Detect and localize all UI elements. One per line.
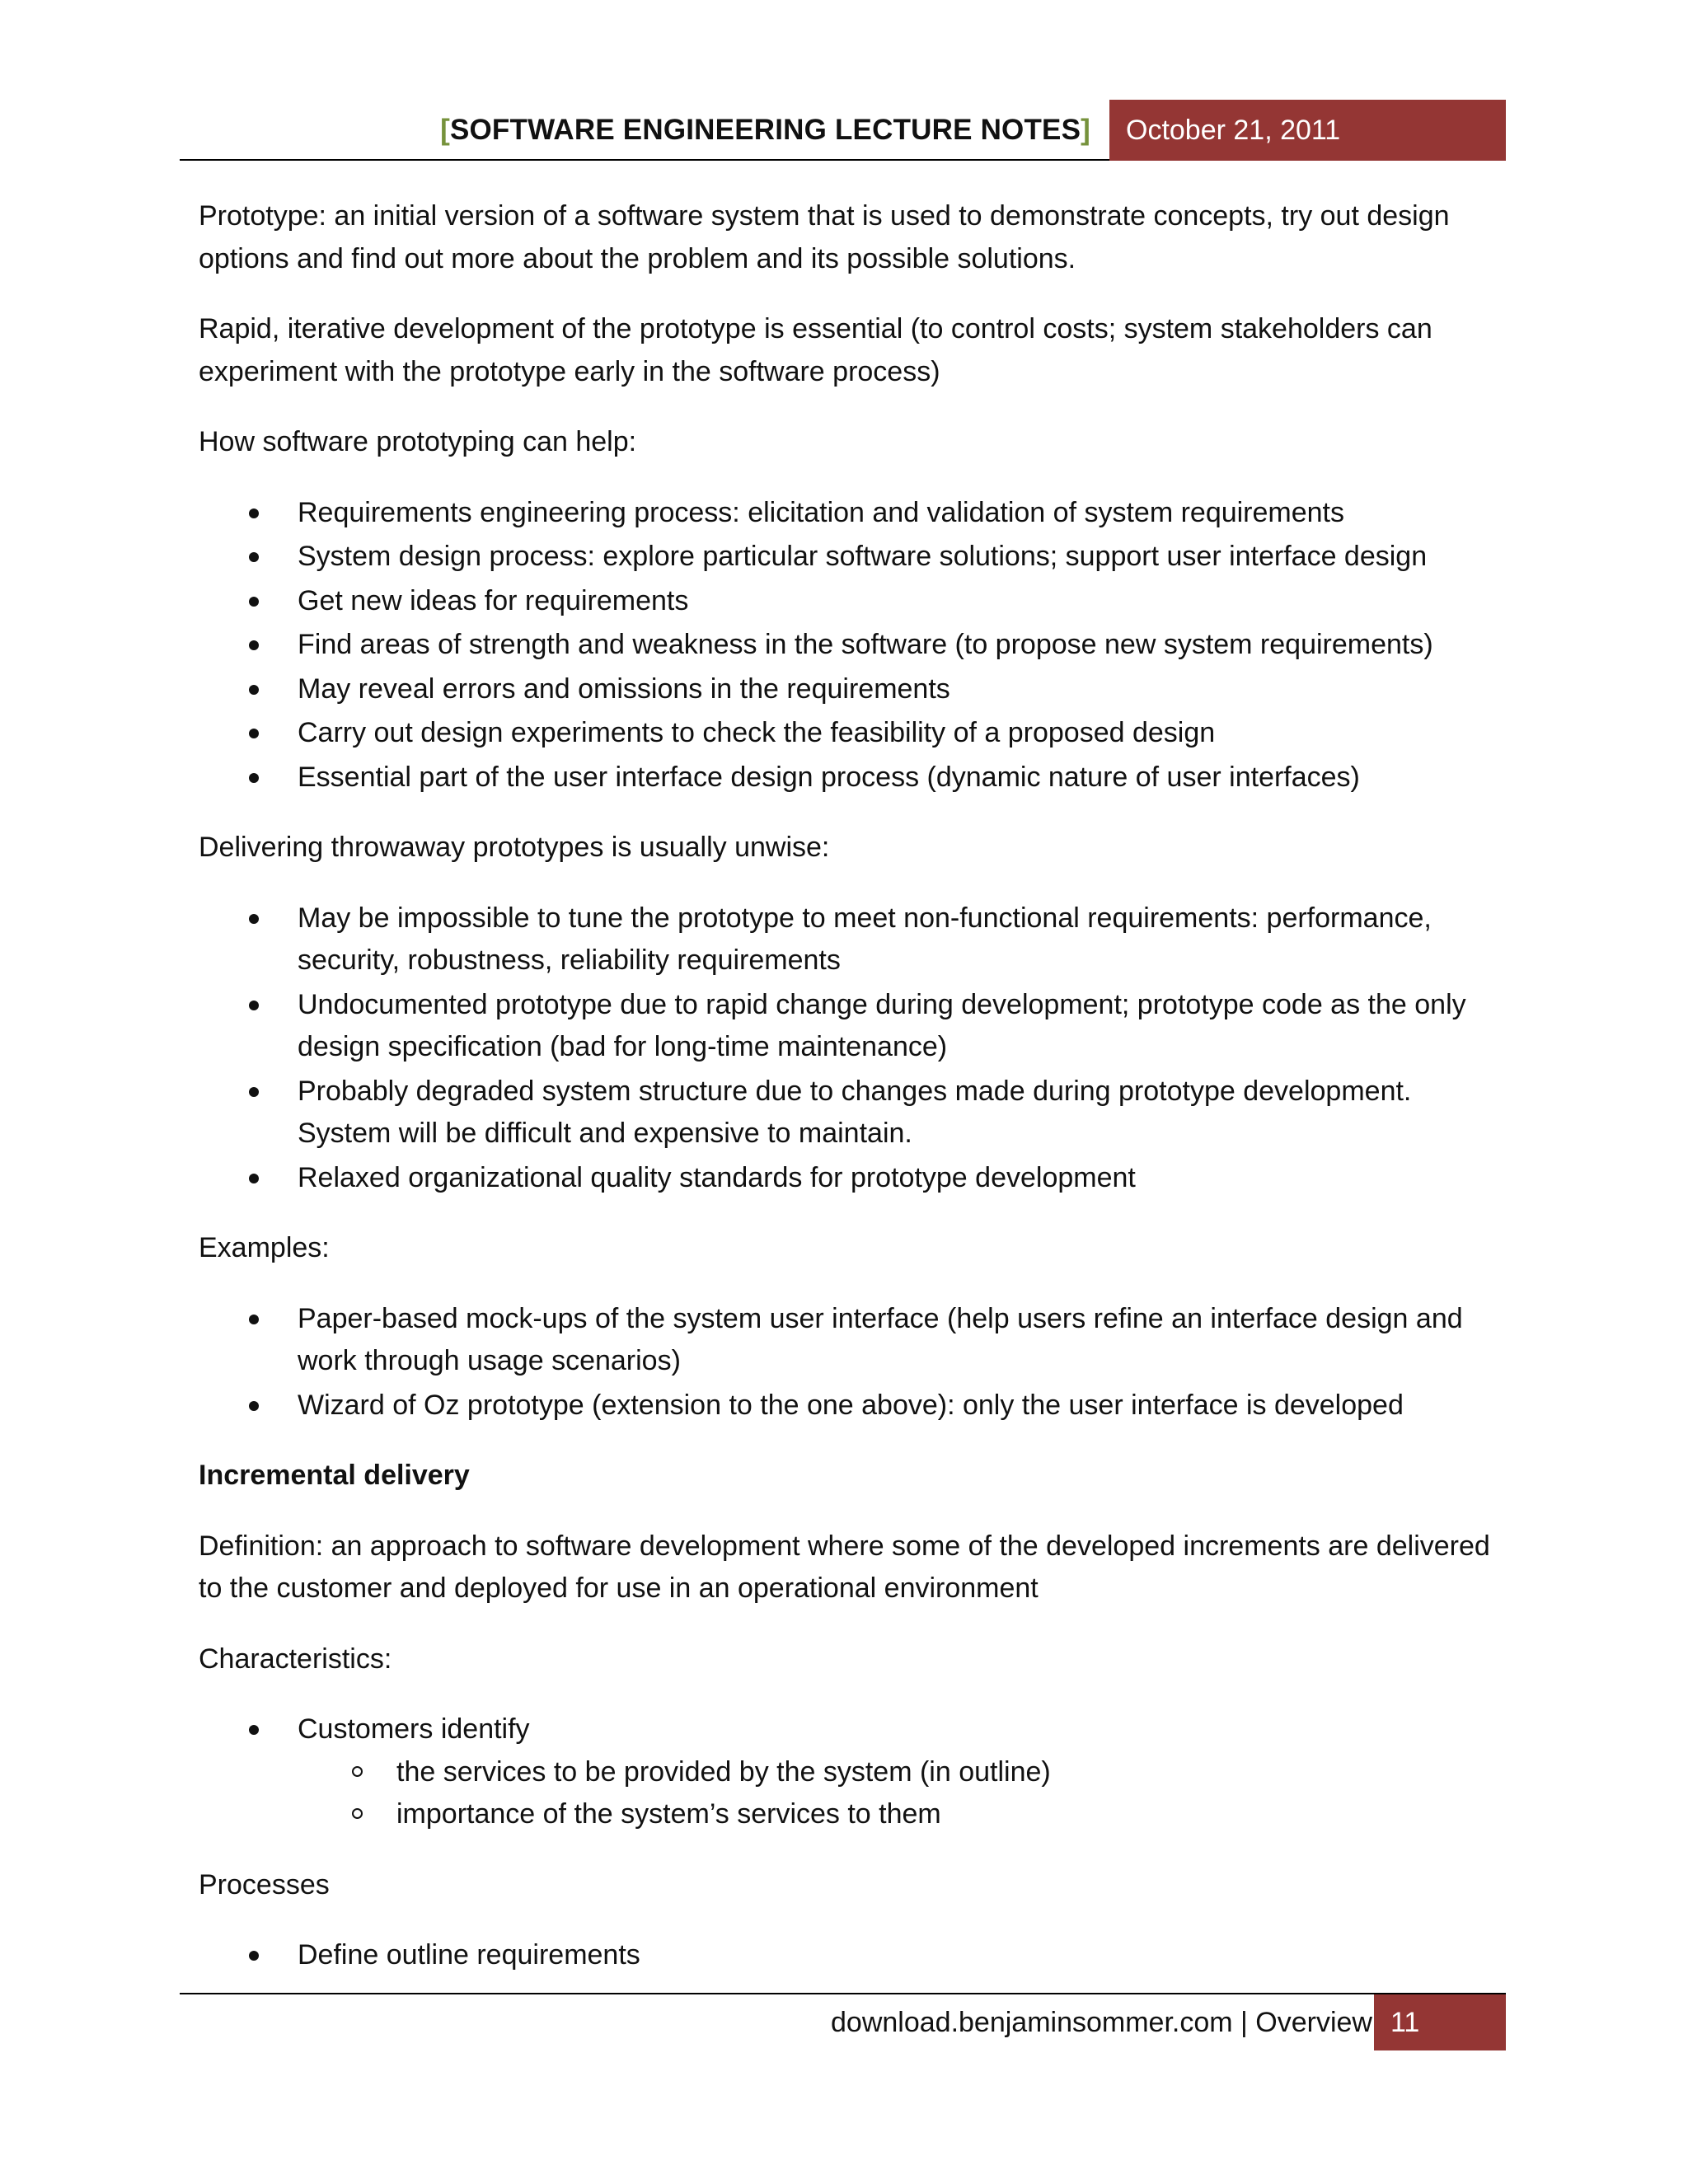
list-item-text: Carry out design experiments to check the feasibility of a proposed design <box>298 717 1216 748</box>
sub-list-item-text: importance of the system’s services to them <box>396 1798 941 1830</box>
list-item-text: Define outline requirements <box>298 1939 640 1971</box>
page-number: 11 <box>1374 1994 1506 2050</box>
list-prototyping-help <box>199 492 1501 799</box>
bullet-icon <box>249 1087 259 1097</box>
bullet-icon <box>249 640 259 650</box>
sub-list <box>298 1751 1501 1836</box>
list-item-text: Essential part of the user interface design process (dynamic nature of user interfaces) <box>298 761 1360 793</box>
footer-text: download.benjaminsommer.com | Overview <box>831 2007 1372 2038</box>
page-body <box>199 195 1501 2005</box>
list-item <box>199 898 1501 982</box>
list-characteristics <box>199 1708 1501 1836</box>
bullet-icon <box>249 1401 259 1411</box>
list-item <box>199 624 1501 667</box>
list-item <box>199 984 1501 1069</box>
list-item <box>199 1071 1501 1155</box>
list-item <box>199 1298 1501 1383</box>
list-item <box>199 757 1501 799</box>
sub-list-item-text: the services to be provided by the system (in outline) <box>396 1755 1051 1788</box>
list-item-text: May reveal errors and omissions in the requirements <box>298 673 950 705</box>
bullet-icon <box>249 552 259 562</box>
header-date: October 21, 2011 <box>1109 100 1506 161</box>
list-item <box>199 1708 1501 1836</box>
list-item <box>199 536 1501 579</box>
list-item-text: Get new ideas for requirements <box>298 584 689 616</box>
sub-list-item <box>298 1751 1501 1794</box>
list-item <box>199 668 1501 711</box>
list-item-text: Undocumented prototype due to rapid change during development; prototype code as the only design specification (bad for long-time maintenance) <box>298 988 1466 1062</box>
paragraph-rapid-development: Rapid, iterative development of the prototype is essential (to control costs; system stakeholders can experiment with the prototype early in the software process) <box>199 313 1432 387</box>
paragraph-examples: Examples: <box>199 1232 330 1263</box>
list-throwaway-reasons <box>199 898 1501 1200</box>
list-item <box>199 712 1501 755</box>
bullet-icon <box>249 773 259 783</box>
list-item-text: System design process: explore particular software solutions; support user interface design <box>298 541 1428 572</box>
paragraph-throwaway-unwise: Delivering throwaway prototypes is usually unwise: <box>199 832 830 863</box>
bullet-icon <box>249 685 259 695</box>
bullet-icon <box>249 509 259 518</box>
list-item-text: Customers identify <box>298 1713 530 1745</box>
sub-list-item <box>298 1793 1501 1836</box>
bullet-icon <box>249 597 259 607</box>
list-item-text: Relaxed organizational quality standards for prototype development <box>298 1161 1136 1193</box>
bullet-icon <box>249 729 259 738</box>
header-bracket-close: ] <box>1081 114 1090 146</box>
list-item <box>199 580 1501 623</box>
list-item <box>199 1157 1501 1200</box>
paragraph-incremental-definition: Definition: an approach to software development where some of the developed increments are delivered to the customer and deployed for use in an operational environment <box>199 1530 1490 1604</box>
bullet-icon <box>249 914 259 924</box>
paragraph-prototype-definition: Prototype: an initial version of a software system that is used to demonstrate concepts, try out design options and find out more about the problem and its possible solutions. <box>199 200 1450 274</box>
list-item-text: Wizard of Oz prototype (extension to the one above): only the user interface is developed <box>298 1389 1404 1421</box>
list-item <box>199 1934 1501 1977</box>
section-heading-incremental-delivery: Incremental delivery <box>199 1460 470 1491</box>
bullet-icon <box>249 1951 259 1961</box>
bullet-icon <box>249 1725 259 1735</box>
list-item-text: May be impossible to tune the prototype to meet non-functional requirements: performance, security, robustness, reliability requirements <box>298 902 1432 976</box>
header-title <box>440 109 1090 152</box>
list-item-text: Find areas of strength and weakness in the software (to propose new system requirements) <box>298 629 1433 660</box>
bullet-icon <box>249 1001 259 1010</box>
list-item-text: Paper-based mock-ups of the system user interface (help users refine an interface design and work through usage scenarios) <box>298 1302 1463 1376</box>
bullet-icon <box>249 1315 259 1324</box>
header-title-text: SOFTWARE ENGINEERING LECTURE NOTES <box>449 114 1081 146</box>
list-processes <box>199 1934 1501 1977</box>
paragraph-how-prototyping-helps: How software prototyping can help: <box>199 426 637 457</box>
paragraph-characteristics: Characteristics: <box>199 1643 392 1675</box>
header-bracket-open: [ <box>440 114 450 146</box>
list-item-text: Probably degraded system structure due to changes made during prototype development. System will be difficult and expensive to maintain. <box>298 1075 1412 1149</box>
footer-divider <box>180 1993 1506 1994</box>
list-item-text: Requirements engineering process: elicitation and validation of system requirements <box>298 496 1345 528</box>
paragraph-processes: Processes <box>199 1868 330 1900</box>
circle-bullet-icon <box>352 1766 363 1777</box>
list-item <box>199 492 1501 535</box>
bullet-icon <box>249 1174 259 1183</box>
list-examples <box>199 1298 1501 1427</box>
header-divider <box>180 159 1109 161</box>
list-item <box>199 1385 1501 1427</box>
circle-bullet-icon <box>352 1808 363 1819</box>
